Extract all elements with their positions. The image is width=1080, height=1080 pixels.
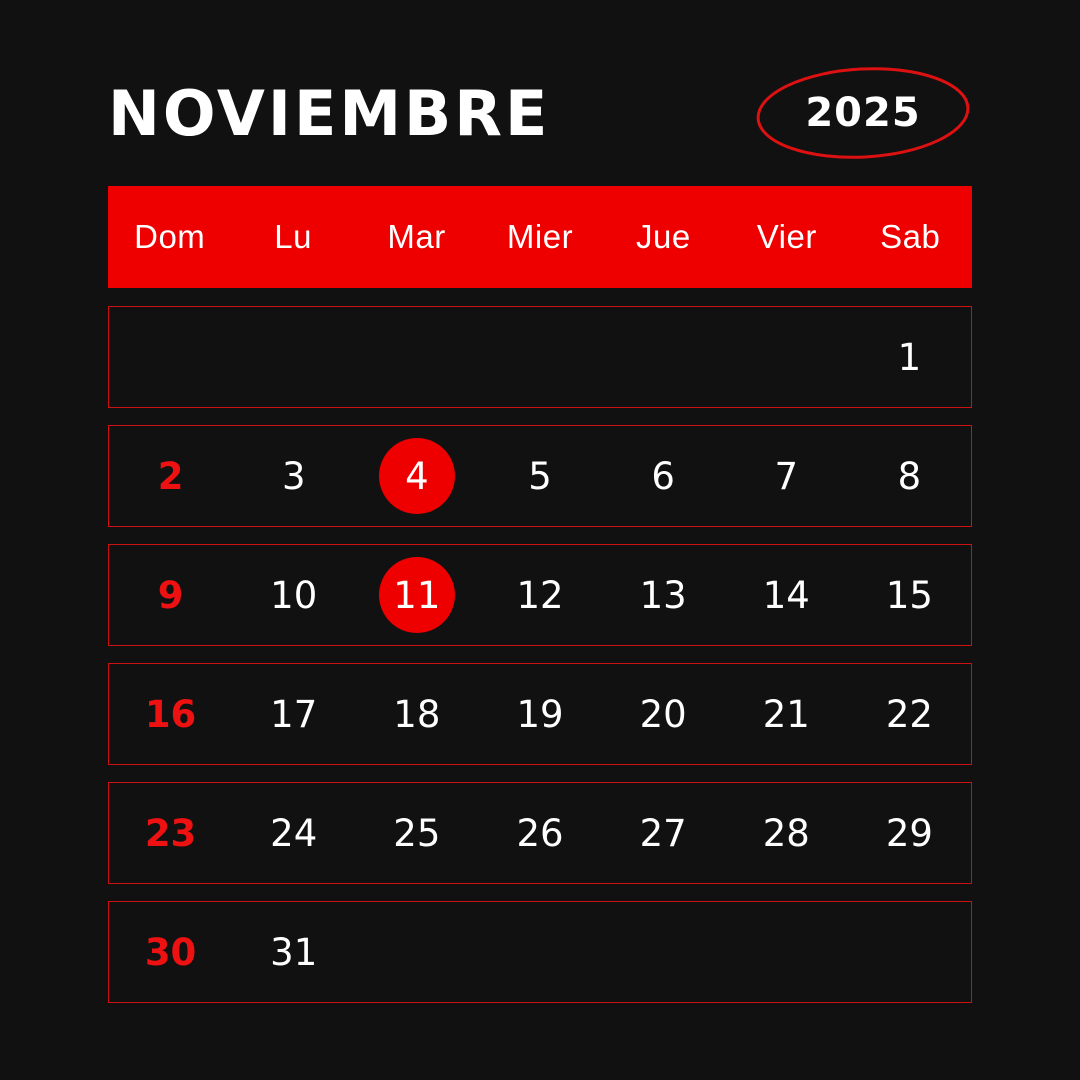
- day-cell[interactable]: [109, 426, 232, 526]
- year-badge: [754, 64, 972, 162]
- day-cell[interactable]: [355, 783, 478, 883]
- day-cell[interactable]: [848, 307, 971, 407]
- day-cell-empty: [602, 902, 725, 1002]
- day-cell-empty: [478, 902, 601, 1002]
- day-cell-empty: [848, 902, 971, 1002]
- day-number: 16: [144, 692, 197, 736]
- day-number: 2: [157, 454, 184, 498]
- day-cell-empty: [602, 307, 725, 407]
- day-number: 17: [270, 692, 318, 736]
- day-cell[interactable]: [232, 426, 355, 526]
- day-number: 11: [393, 573, 441, 617]
- day-number: 1: [897, 335, 922, 379]
- day-number: 31: [270, 930, 318, 974]
- day-number: 15: [885, 573, 933, 617]
- day-cell[interactable]: [478, 664, 601, 764]
- weekday-label: Mier: [506, 218, 574, 255]
- day-number: 27: [639, 811, 687, 855]
- day-cell[interactable]: [355, 664, 478, 764]
- day-cell[interactable]: [109, 902, 232, 1002]
- day-number: 13: [639, 573, 687, 617]
- day-cell-empty: [725, 902, 848, 1002]
- day-number: 18: [393, 692, 441, 736]
- day-number: 26: [516, 811, 564, 855]
- page-title: NOVIEMBRE: [108, 77, 551, 150]
- week-row: [108, 782, 972, 884]
- day-number: 19: [516, 692, 564, 736]
- day-number: 12: [516, 573, 564, 617]
- day-cell[interactable]: [478, 545, 601, 645]
- day-cell[interactable]: [355, 545, 478, 645]
- day-number: 3: [281, 454, 306, 498]
- day-cell[interactable]: [232, 783, 355, 883]
- day-number: 21: [762, 692, 810, 736]
- day-cell[interactable]: [602, 545, 725, 645]
- week-row: [108, 901, 972, 1003]
- day-cell[interactable]: [478, 426, 601, 526]
- calendar-header: [108, 62, 972, 166]
- day-number: 22: [885, 692, 933, 736]
- day-number: 28: [762, 811, 810, 855]
- day-number: 24: [270, 811, 318, 855]
- day-cell[interactable]: [848, 426, 971, 526]
- weekday-label: Vier: [756, 218, 817, 255]
- day-number: 20: [639, 692, 687, 736]
- weekday-label: Sab: [880, 218, 941, 255]
- day-cell-empty: [232, 307, 355, 407]
- day-cell-empty: [355, 902, 478, 1002]
- day-number: 23: [144, 811, 197, 855]
- day-cell-empty: [355, 307, 478, 407]
- day-cell[interactable]: [355, 426, 478, 526]
- weekday-label: Dom: [134, 218, 206, 255]
- day-cell[interactable]: [478, 783, 601, 883]
- day-number: 14: [762, 573, 810, 617]
- day-number: 4: [405, 454, 429, 498]
- week-row: [108, 425, 972, 527]
- day-cell[interactable]: [232, 902, 355, 1002]
- week-row: [108, 663, 972, 765]
- week-row: [108, 306, 972, 408]
- day-number: 9: [157, 573, 184, 617]
- day-cell[interactable]: [232, 545, 355, 645]
- day-number: 7: [774, 454, 799, 498]
- weekday-label: Jue: [636, 218, 691, 255]
- week-row: [108, 544, 972, 646]
- day-cell[interactable]: [602, 664, 725, 764]
- day-cell[interactable]: [725, 426, 848, 526]
- weekday-label: Mar: [387, 218, 446, 255]
- day-cell[interactable]: [602, 783, 725, 883]
- day-number: 25: [393, 811, 441, 855]
- day-cell-empty: [725, 307, 848, 407]
- day-cell[interactable]: [725, 664, 848, 764]
- calendar-grid: [108, 306, 972, 1020]
- day-number: 30: [144, 930, 197, 974]
- day-cell[interactable]: [848, 783, 971, 883]
- day-cell-empty: [109, 307, 232, 407]
- day-cell[interactable]: [109, 545, 232, 645]
- day-cell[interactable]: [848, 545, 971, 645]
- day-cell[interactable]: [725, 783, 848, 883]
- day-cell[interactable]: [109, 664, 232, 764]
- day-number: 6: [651, 454, 675, 498]
- weekday-header-bar: [108, 186, 972, 288]
- day-cell-empty: [478, 307, 601, 407]
- year-label: 2025: [805, 90, 921, 136]
- weekday-label: Lu: [274, 218, 312, 255]
- day-cell[interactable]: [602, 426, 725, 526]
- day-cell[interactable]: [109, 783, 232, 883]
- day-number: 29: [885, 811, 933, 855]
- day-number: 5: [528, 454, 552, 498]
- day-cell[interactable]: [725, 545, 848, 645]
- day-cell[interactable]: [848, 664, 971, 764]
- day-number: 10: [270, 573, 318, 617]
- day-number: 8: [897, 454, 922, 498]
- day-cell[interactable]: [232, 664, 355, 764]
